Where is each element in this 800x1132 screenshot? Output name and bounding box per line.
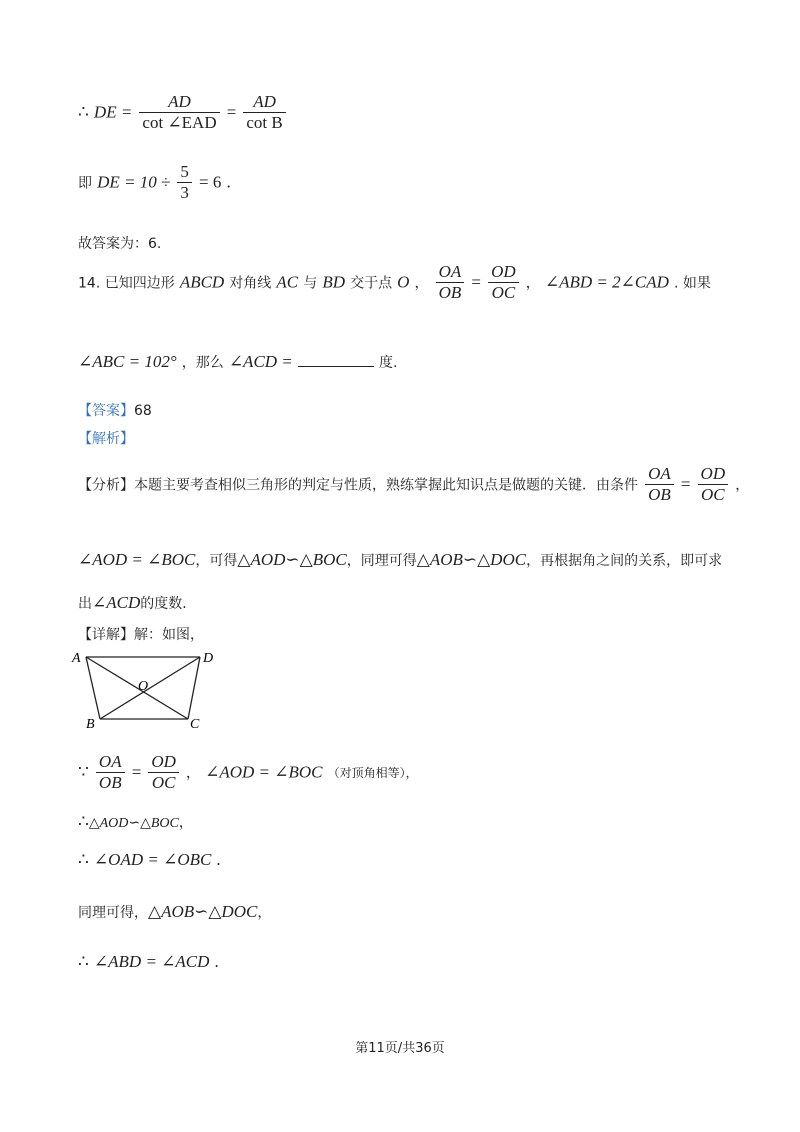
answer-value: 68 (134, 403, 152, 419)
proof-fraction-od-oc: $\frac{OD}{OC}$ (148, 752, 179, 793)
de-lhs: DE = (93, 102, 133, 122)
fraction-od-oc: $\frac{OD}{OC}$ (488, 262, 519, 303)
analysis-tag: 【解析】 (78, 431, 134, 447)
label-a: A (72, 651, 81, 666)
therefore-symbol: ∴ (78, 102, 89, 122)
analysis-fraction-od-oc: $\frac{OD}{OC}$ (698, 464, 729, 505)
analysis-line-2: ∠AOD = ∠BOC，可得△AOD∽△BOC，同理可得△AOB∽△DOC，再根据角之间的关系，即可求 (78, 550, 723, 569)
fraction-oa-ob: $\frac{OA}{OB}$ (436, 262, 465, 303)
answer-blank (298, 352, 374, 367)
side-dc (188, 657, 200, 719)
proof-step-1: ∵ $\frac{OA}{OB}$ = $\frac{OD}{OC}$ ， ∠AOD = ∠BOC （对顶角相等）， (78, 752, 418, 792)
detail-tag: 【详解】 (78, 627, 134, 643)
line-de-formula: ∴ DE = $\frac{AD}{\text{cot ∠EAD}}$ = $\frac{AD}{\text{cot B}}$ (78, 92, 288, 133)
analysis-line-1: 【分析】本题主要考查相似三角形的判定与性质，熟练掌握此知识点是做题的关键．由条件 $\frac{OA}{OB}$ = $\frac{OD}{OC}$ ， (78, 464, 750, 504)
label-o: O (138, 679, 149, 694)
label-d: D (203, 651, 214, 666)
side-ba (86, 657, 100, 719)
proof-step-4: 同理可得，△AOB∽△DOC， (78, 902, 272, 921)
answer-line (78, 400, 152, 420)
detail-line: 【详解】解：如图， (78, 627, 204, 643)
label-c: C (190, 717, 200, 732)
fraction-ad-cot-b: $\frac{AD}{\text{cot B}}$ (243, 92, 285, 133)
fraction-ad-cot-ead: $\frac{AD}{\text{cot ∠EAD}}$ (139, 92, 219, 133)
quadrilateral-figure (70, 646, 240, 736)
answer-statement: 故答案为：6. (78, 236, 162, 252)
diagonal-ac (86, 657, 188, 719)
line-de-result: 即 DE = 10 ÷ $\frac{5}{3}$ = 6 . (78, 162, 231, 202)
proof-step-2: ∴△AOD∽△BOC， (78, 812, 193, 831)
problem-14-question: ∠ABC = 102° ，那么 ∠ACD = 度. (78, 352, 398, 371)
analysis-line-3: 出∠ACD的度数． (78, 593, 197, 612)
diagonal-bd (100, 657, 200, 719)
proof-step-5: ∴ ∠ABD = ∠ACD . (78, 952, 219, 971)
answer-tag: 【答案】 (78, 403, 134, 419)
because-symbol: ∵ (78, 762, 89, 782)
problem-14-statement: 14. 已知四边形 ABCD 对角线 AC 与 BD 交于点 O ， $\frac{OA}{OB}$ = $\frac{OD}{OC}$ ， ∠ABD = 2∠CAD . 如果 (78, 262, 711, 302)
proof-fraction-oa-ob: $\frac{OA}{OB}$ (96, 752, 125, 793)
page-footer: 第11页/共36页 (355, 1041, 445, 1056)
proof-step-3: ∴ ∠OAD = ∠OBC . (78, 850, 221, 869)
label-b: B (86, 717, 95, 732)
analysis-fraction-oa-ob: $\frac{OA}{OB}$ (645, 464, 674, 505)
fraction-five-thirds: $\frac{5}{3}$ (177, 162, 192, 203)
